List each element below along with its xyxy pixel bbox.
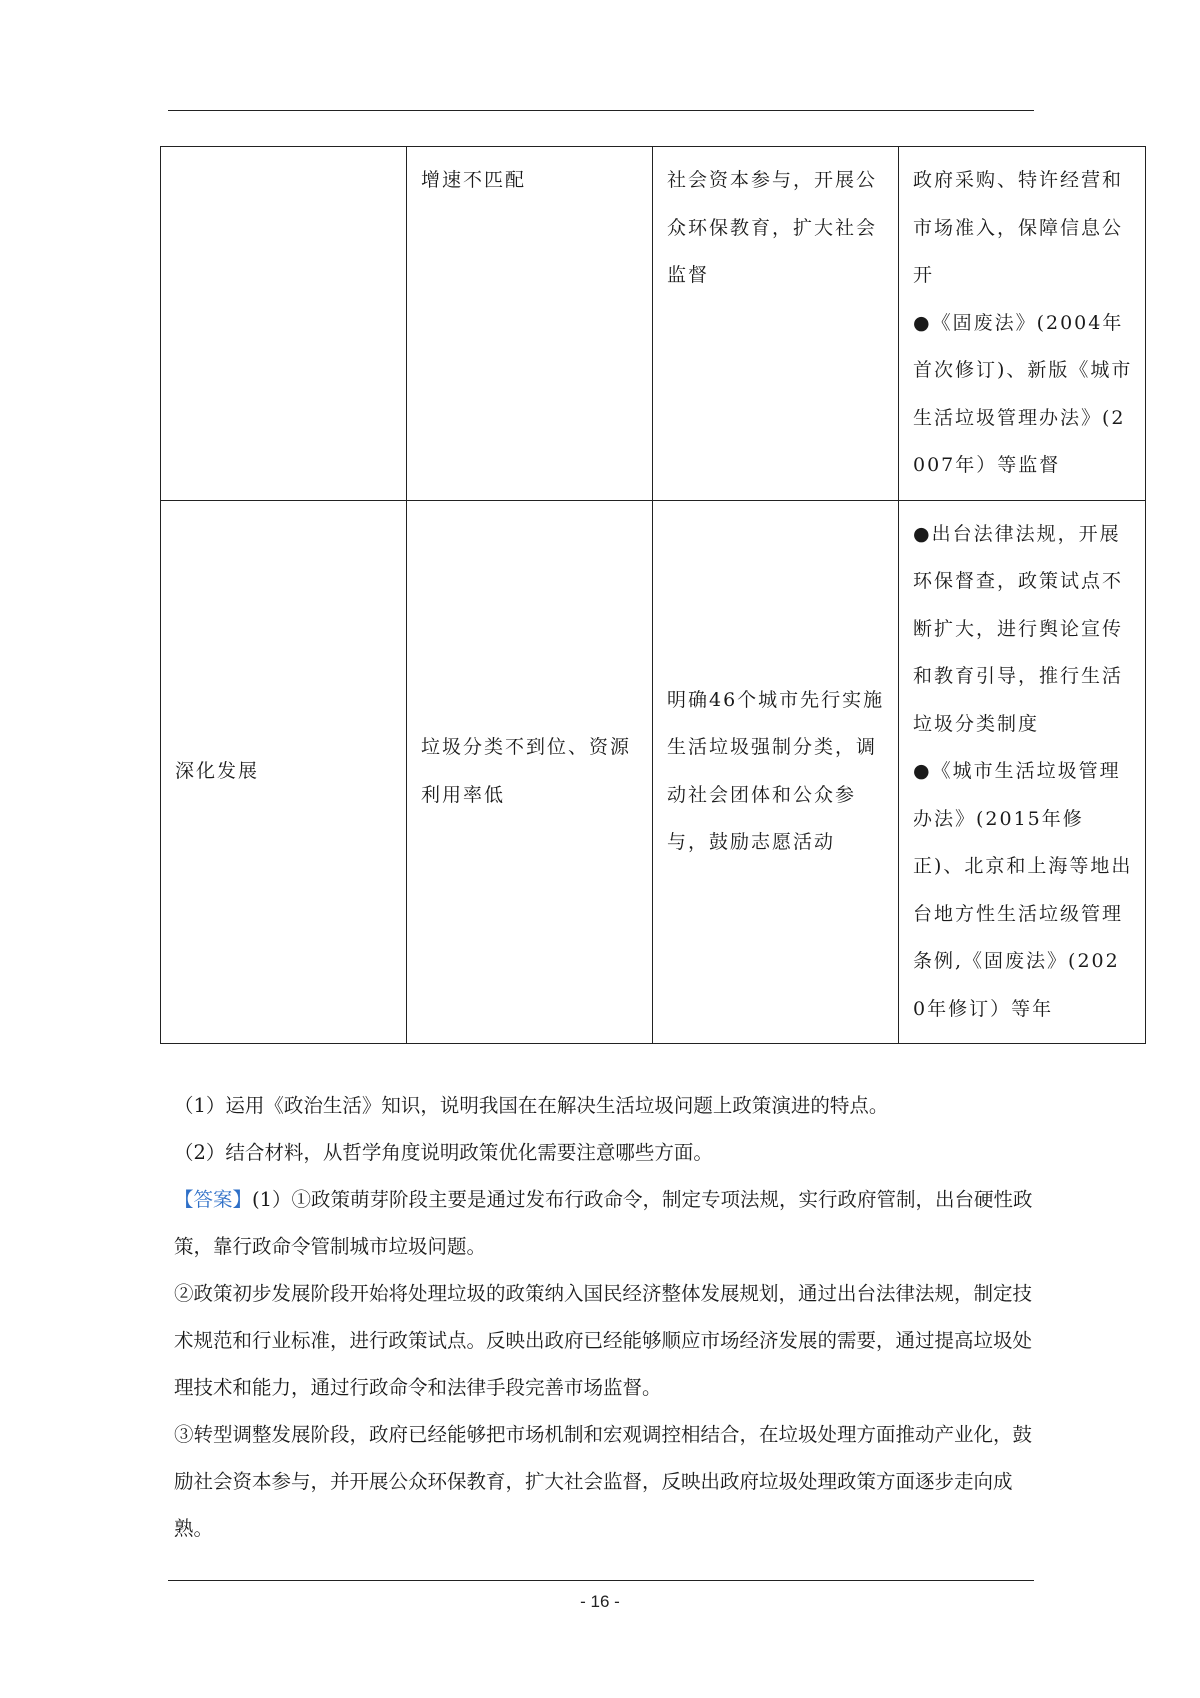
problem-cell: 垃圾分类不到位、资源利用率低 <box>407 500 653 1044</box>
header-rule <box>168 110 1034 111</box>
table-row <box>161 500 1146 1044</box>
table-row <box>161 147 1146 501</box>
questions-block <box>174 1082 1034 1176</box>
policy-line: 政府采购、特许经营和市场准入，保障信息公开 <box>913 169 1124 286</box>
policy-table <box>160 146 1146 1044</box>
policy-line: ●《城市生活垃圾管理办法》(2015年修正)、北京和上海等地出台地方性生活垃级管理条例,《固废法》(2020年修订）等年 <box>913 760 1133 1020</box>
question-2: （2）结合材料，从哲学角度说明政策优化需要注意哪些方面。 <box>174 1141 713 1164</box>
policy-line: ●出台法律法规，开展环保督查，政策试点不断扩大，进行舆论宣传和教育引导，推行生活垃圾分类制度 <box>913 522 1124 735</box>
policy-line: ●《固废法》(2004年首次修订)、新版《城市生活垃圾管理办法》(2007年）等监督 <box>913 311 1133 476</box>
answer-paragraph: ③转型调整发展阶段，政府已经能够把市场机制和宏观调控相结合，在垃圾处理方面推动产业化，鼓励社会资本参与，并开展公众环保教育，扩大社会监督，反映出政府垃圾处理政策方面逐步走向成熟。 <box>174 1423 1033 1540</box>
measures-cell: 社会资本参与，开展公众环保教育，扩大社会监督 <box>653 147 899 501</box>
page-number: - 16 - <box>580 1592 620 1611</box>
policy-cell <box>899 147 1146 501</box>
question-1: （1）运用《政治生活》知识，说明我国在在解决生活垃圾问题上政策演进的特点。 <box>174 1094 889 1117</box>
answer-paragraph <box>174 1176 1034 1270</box>
stage-cell <box>161 147 407 501</box>
problem-cell: 增速不匹配 <box>407 147 653 501</box>
answer-paragraph: ②政策初步发展阶段开始将处理垃圾的政策纳入国民经济整体发展规划，通过出台法律法规，制定技术规范和行业标准，进行政策试点。反映出政府已经能够顺应市场经济发展的需要，通过提高垃圾处理技术和能力，通过行政命令和法律手段完善市场监督。 <box>174 1282 1033 1399</box>
stage-cell: 深化发展 <box>161 500 407 1044</box>
footer-rule <box>168 1580 1034 1581</box>
measures-cell: 明确46个城市先行实施生活垃圾强制分类，调动社会团体和公众参与，鼓励志愿活动 <box>653 500 899 1044</box>
policy-cell <box>899 500 1146 1044</box>
answer-first-text: (1）①政策萌芽阶段主要是通过发布行政命令，制定专项法规，实行政府管制，出台硬性政策，靠行政命令管制城市垃圾问题。 <box>174 1188 1033 1258</box>
answer-tag: 【答案】 <box>174 1188 253 1211</box>
answer-block <box>174 1176 1034 1552</box>
